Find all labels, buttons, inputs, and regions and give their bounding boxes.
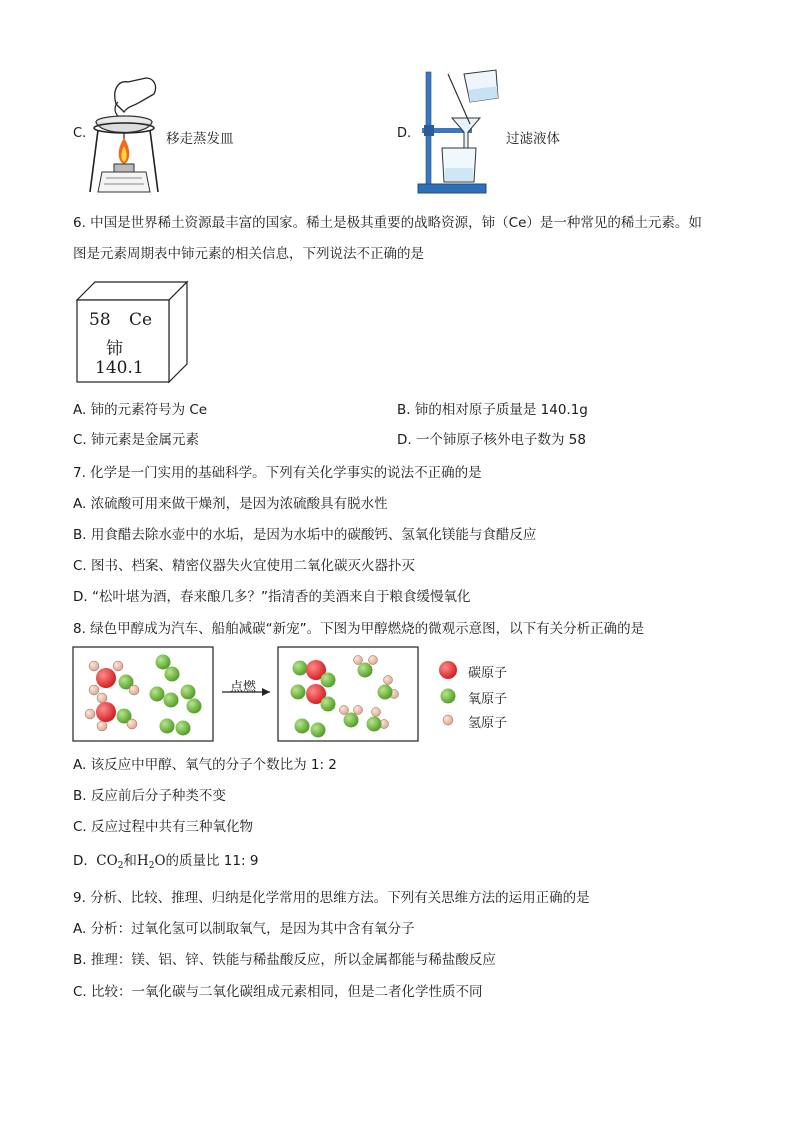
q8-option-a: A. 该反应中甲醇、氧气的分子个数比为 1: 2 <box>73 757 337 773</box>
q9-stem: 9. 分析、比较、推理、归纳是化学常用的思维方法。下列有关思维方法的运用正确的是 <box>73 890 590 906</box>
arrow-label-ignite: 点燃 <box>230 680 257 695</box>
q7-option-b: B. 用食醋去除水壶中的水垢，是因为水垢中的碳酸钙、氢氧化镁能与食醋反应 <box>73 527 537 543</box>
q8-option-c: C. 反应过程中共有三种氧化物 <box>73 819 254 835</box>
q9-option-c: C. 比较：一氧化碳与二氧化碳组成元素相同，但是二者化学性质不同 <box>73 984 483 1000</box>
element-name: 铈 <box>106 339 123 359</box>
q8-stem: 8. 绿色甲醇成为汽车、船舶减碳“新宠”。下图为甲醇燃烧的微观示意图，以下有关分析正确的是 <box>73 621 645 637</box>
q5-option-d-letter: D. <box>397 126 412 141</box>
legend-oxygen-label: 氧原子 <box>468 692 508 707</box>
legend-oxygen-swatch <box>441 689 456 704</box>
legend-hydrogen-swatch <box>443 715 453 725</box>
element-atomic-number: 58 <box>89 310 111 330</box>
q7-stem: 7. 化学是一门实用的基础科学。下列有关化学事实的说法不正确的是 <box>73 465 482 481</box>
element-atomic-mass: 140.1 <box>95 358 144 378</box>
q6-stem-line1: 6. 中国是世界稀土资源最丰富的国家。稀土是极其重要的战略资源，铈（Ce）是一种常见的稀土元素。如 <box>73 215 702 231</box>
q7-option-d: D. “松叶堪为酒，春来酿几多？”指清香的美酒来自于粮食缓慢氧化 <box>73 589 471 605</box>
q6-option-a: A. 铈的元素符号为 Ce <box>73 402 208 418</box>
legend-carbon-swatch <box>439 661 457 679</box>
q5-option-c-caption: 移走蒸发皿 <box>166 131 234 147</box>
evaporating-dish-illustration <box>88 72 160 198</box>
q6-option-b: B. 铈的相对原子质量是 140.1g <box>397 402 588 418</box>
q8-option-b: B. 反应前后分子种类不变 <box>73 788 226 804</box>
q7-option-a: A. 浓硫酸可用来做干燥剂，是因为浓硫酸具有脱水性 <box>73 496 388 512</box>
element-symbol: Ce <box>129 310 153 330</box>
q8-option-d: D. $CO_2$和$H_2O$的质量比 11: 9 <box>73 853 259 871</box>
q6-stem-line2: 图是元素周期表中铈元素的相关信息，下列说法不正确的是 <box>73 246 424 262</box>
q6-option-d: D. 一个铈原子核外电子数为 58 <box>397 432 586 448</box>
q5-option-d-caption: 过滤液体 <box>506 131 560 147</box>
q5-option-c-letter: C. <box>73 126 87 141</box>
q7-option-c: C. 图书、档案、精密仪器失火宜使用二氧化碳灭火器扑灭 <box>73 558 416 574</box>
q9-option-b: B. 推理：镁、铝、锌、铁能与稀盐酸反应，所以金属都能与稀盐酸反应 <box>73 952 496 968</box>
methanol-combustion-diagram <box>72 646 522 744</box>
q9-option-a: A. 分析：过氧化氢可以制取氧气，是因为其中含有氧分子 <box>73 921 415 937</box>
legend-hydrogen-label: 氢原子 <box>468 716 508 731</box>
filtration-illustration <box>414 68 506 198</box>
cerium-element-cube <box>73 280 191 384</box>
legend-carbon-label: 碳原子 <box>468 666 508 681</box>
q6-option-c: C. 铈元素是金属元素 <box>73 432 200 448</box>
